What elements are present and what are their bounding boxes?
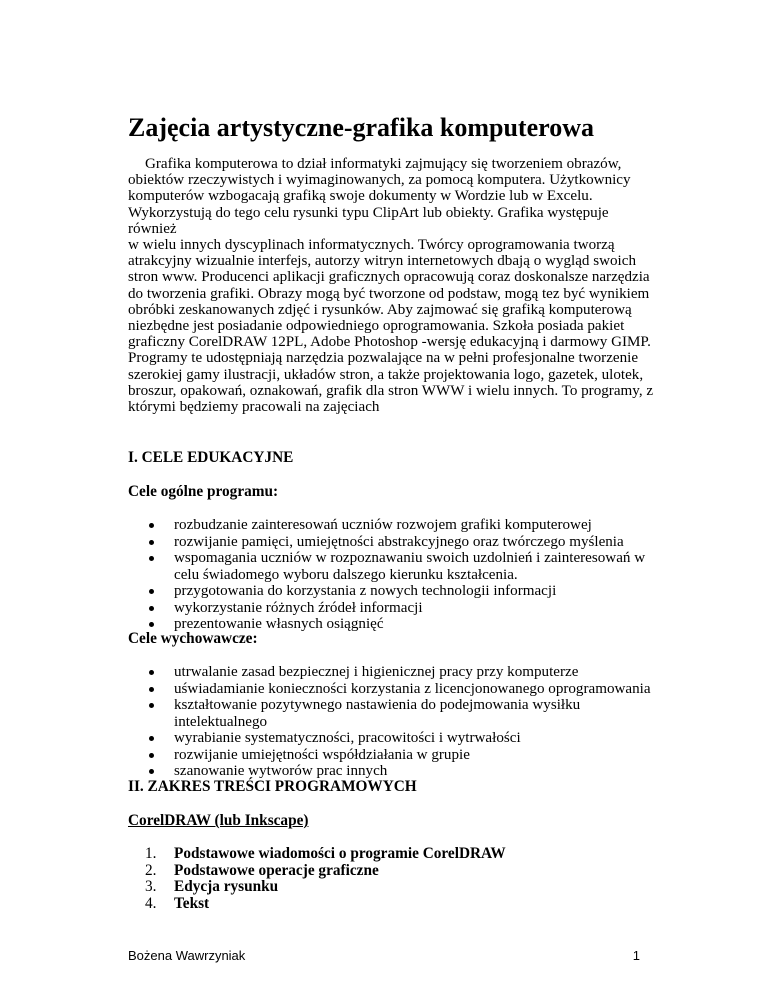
- section-heading-program-content: II. ZAKRES TREŚCI PROGRAMOWYCH: [128, 778, 417, 795]
- list-item: przygotowania do korzystania z nowych technologii informacji: [128, 583, 658, 600]
- list-item: utrwalanie zasad bezpiecznej i higienicznej pracy przy komputerze: [128, 664, 658, 681]
- list-item: rozbudzanie zainteresowań uczniów rozwojem grafiki komputerowej: [128, 517, 658, 534]
- list-item: uświadamianie konieczności korzystania z licencjonowanego oprogramowania: [128, 681, 658, 698]
- educational-goals-list: [128, 664, 658, 780]
- list-item: wspomagania uczniów w rozpoznawaniu swoich uzdolnień i zainteresowań w celu świadomego wyboru dalszego kierunku kształcenia.: [128, 550, 658, 583]
- subheading-general-goals: Cele ogólne programu:: [128, 483, 279, 500]
- intro-paragraph: Grafika komputerowa to dział informatyki zajmujący się tworzeniem obrazów, obiektów rzeczywistych i wyimaginowanych, za pomocą komputera. Użytkownicy komputerów wzbogacają grafiką swoje dokumenty w Wordzie lub w Excelu. Wykorzystują do tego celu rysunki typu ClipArt lub obiekty. Grafika występuje również w wielu innych dyscyplinach informatycznych. Twórcy oprogramowania tworzą atrakcyjny wizualnie interfejs, autorzy witryn internetowych dbają o wygląd swoich stron www. Producenci aplikacji graficznych opracowują coraz doskonalsze narzędzia do tworzenia grafiki. Obrazy mogą być tworzone od podstaw, mogą tez być wynikiem obróbki zeskanowanych zdjęć i rysunków. Aby zajmować się grafiką komputerową niezbędne jest posiadanie odpowiedniego oprogramowania. Szkoła posiada pakiet graficzny CorelDRAW 12PL, Adobe Photoshop -wersję edukacyjną i darmowy GIMP. Programy te udostępniają narzędzia pozwalające na w pełni profesjonalne tworzenie szerokiej gamy ilustracji, układów stron, a także projektowania logo, gazetek, ulotek, broszur, opakowań, oznakowań, grafik dla stron WWW i wielu innych. To programy, z którymi będziemy pracowali na zajęciach: [128, 156, 654, 416]
- list-item: 1. Podstawowe wiadomości o programie CorelDRAW: [145, 845, 506, 862]
- list-item: rozwijanie pamięci, umiejętności abstrakcyjnego oraz twórczego myślenia: [128, 534, 658, 551]
- list-item: szanowanie wytworów prac innych: [128, 763, 658, 780]
- list-item: 3. Edycja rysunku: [145, 878, 279, 895]
- footer-author: Bożena Wawrzyniak: [128, 948, 246, 963]
- list-item: wyrabianie systematyczności, pracowitości i wytrwałości: [128, 730, 658, 747]
- subheading-coreldraw: CorelDRAW (lub Inkscape): [128, 812, 309, 829]
- program-topics-list: [128, 846, 506, 912]
- section-heading-goals: I. CELE EDUKACYJNE: [128, 449, 294, 466]
- list-item: wykorzystanie różnych źródeł informacji: [128, 600, 658, 617]
- list-item: kształtowanie pozytywnego nastawienia do podejmowania wysiłku intelektualnego: [128, 697, 658, 730]
- subheading-educational-goals: Cele wychowawcze:: [128, 630, 258, 647]
- document-title: Zajęcia artystyczne-grafika komputerowa: [128, 113, 594, 142]
- list-item: 2. Podstawowe operacje graficzne: [145, 861, 379, 879]
- general-goals-list: [128, 517, 658, 633]
- list-item: prezentowanie własnych osiągnięć: [128, 616, 658, 633]
- list-item: 4. Tekst: [145, 894, 210, 912]
- list-item: rozwijanie umiejętności współdziałania w grupie: [128, 747, 658, 764]
- page-number: 1: [632, 948, 640, 963]
